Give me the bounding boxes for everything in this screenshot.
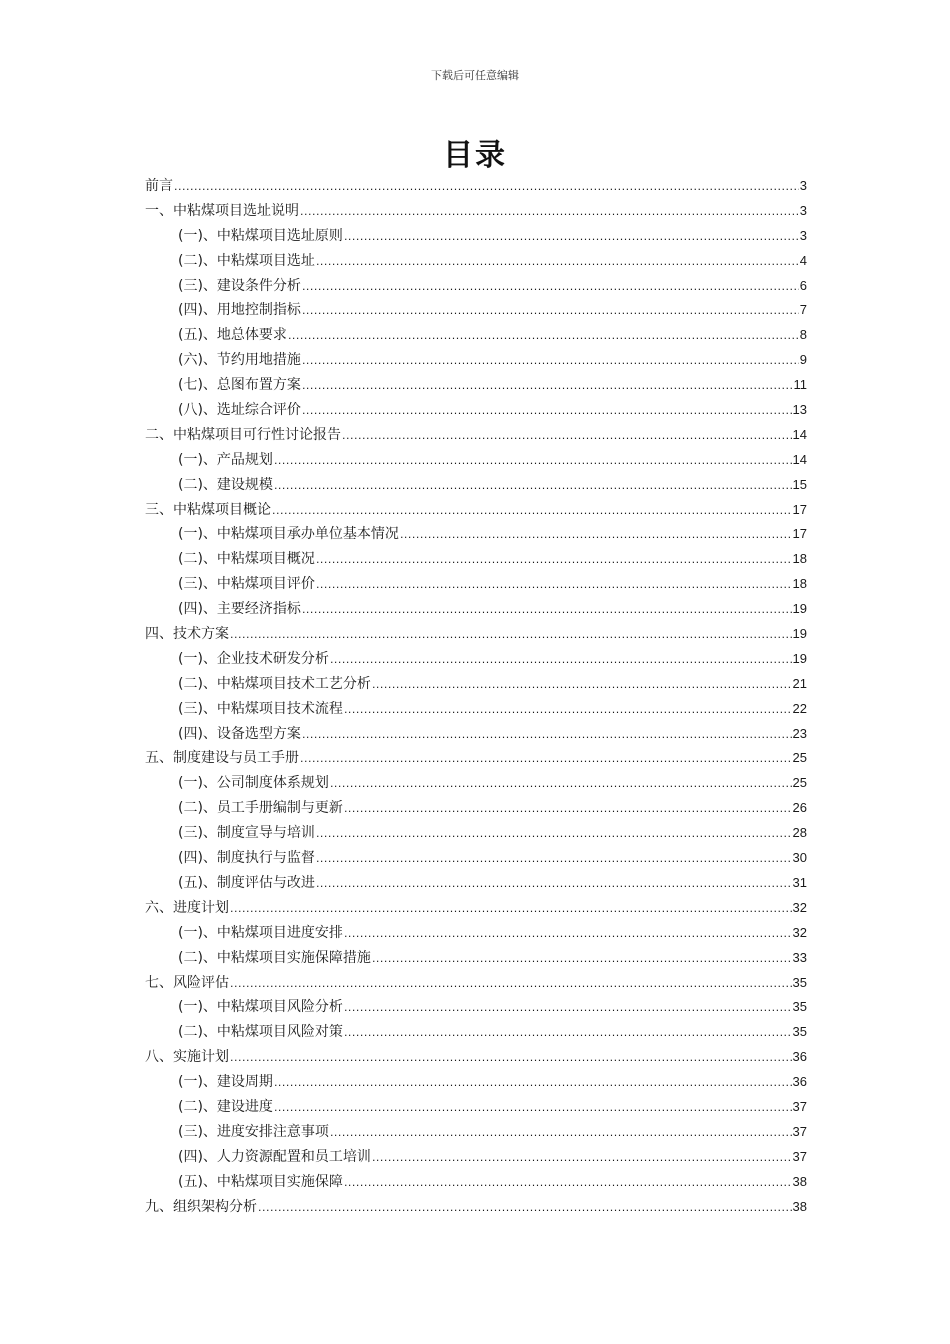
toc-entry-chapter[interactable]: [145, 199, 807, 224]
toc-entry-page-number: 19: [792, 626, 807, 642]
toc-entry-label: (三)、中粘煤项目技术流程: [178, 700, 343, 717]
toc-entry-label: (五)、地总体要求: [178, 327, 287, 344]
toc-entry-page-number: 15: [792, 476, 807, 492]
toc-entry-chapter[interactable]: [145, 498, 807, 523]
toc-dot-leader: [330, 772, 792, 797]
toc-entry-label: (一)、中粘煤项目承办单位基本情况: [178, 526, 399, 543]
toc-entry-section[interactable]: [145, 274, 807, 299]
toc-entry-label: (二)、中粘煤项目实施保障措施: [178, 949, 371, 966]
toc-entry-section[interactable]: [145, 547, 807, 572]
toc-dot-leader: [300, 747, 792, 772]
toc-entry-chapter[interactable]: [145, 746, 807, 771]
toc-entry-label: 一、中粘煤项目选址说明: [145, 202, 299, 219]
toc-entry-page-number: 31: [792, 874, 807, 890]
toc-entry-page-number: 35: [792, 974, 807, 990]
toc-dot-leader: [274, 474, 792, 499]
toc-entry-section[interactable]: [145, 572, 807, 597]
toc-dot-leader: [344, 922, 792, 947]
toc-entry-label: 六、进度计划: [145, 899, 229, 916]
toc-dot-leader: [372, 673, 792, 698]
toc-entry-page-number: 36: [792, 1049, 807, 1065]
toc-entry-section[interactable]: [145, 373, 807, 398]
toc-entry-section[interactable]: [145, 224, 807, 249]
toc-dot-leader: [302, 374, 793, 399]
toc-entry-label: (八)、选址综合评价: [178, 402, 301, 419]
toc-entry-section[interactable]: [145, 946, 807, 971]
toc-entry-label: (二)、中粘煤项目概况: [178, 551, 315, 568]
toc-entry-page-number: 14: [792, 426, 807, 442]
toc-entry-page-number: 22: [792, 700, 807, 716]
toc-entry-page-number: 6: [799, 277, 807, 293]
toc-dot-leader: [344, 225, 799, 250]
toc-entry-section[interactable]: [145, 1095, 807, 1120]
toc-entry-page-number: 36: [792, 1074, 807, 1090]
toc-entry-page-number: 4: [799, 252, 807, 268]
toc-entry-section[interactable]: [145, 796, 807, 821]
toc-entry-label: (一)、建设周期: [178, 1074, 273, 1091]
toc-dot-leader: [316, 872, 792, 897]
toc-entry-section[interactable]: [145, 697, 807, 722]
table-of-contents: [145, 174, 807, 1219]
toc-dot-leader: [302, 299, 799, 324]
toc-dot-leader: [330, 648, 792, 673]
toc-entry-section[interactable]: [145, 647, 807, 672]
toc-entry-label: (一)、公司制度体系规划: [178, 775, 329, 792]
toc-entry-label: (二)、员工手册编制与更新: [178, 800, 343, 817]
toc-entry-chapter[interactable]: [145, 971, 807, 996]
toc-entry-page-number: 38: [792, 1198, 807, 1214]
toc-entry-section[interactable]: [145, 821, 807, 846]
toc-entry-section[interactable]: [145, 323, 807, 348]
toc-entry-page-number: 3: [799, 202, 807, 218]
toc-entry-section[interactable]: [145, 448, 807, 473]
toc-entry-label: 前言: [145, 178, 173, 194]
toc-entry-section[interactable]: [145, 846, 807, 871]
toc-entry-label: (四)、制度执行与监督: [178, 850, 315, 867]
toc-entry-page-number: 33: [792, 949, 807, 965]
toc-entry-label: (二)、中粘煤项目风险对策: [178, 1024, 343, 1041]
toc-entry-section[interactable]: [145, 672, 807, 697]
toc-entry-label: 九、组织架构分析: [145, 1198, 257, 1215]
toc-entry-page-number: 35: [792, 1024, 807, 1040]
toc-entry-section[interactable]: [145, 348, 807, 373]
toc-dot-leader: [230, 897, 792, 922]
toc-entry-section[interactable]: [145, 871, 807, 896]
toc-dot-leader: [302, 598, 792, 623]
toc-entry-section[interactable]: [145, 771, 807, 796]
toc-entry-label: 七、风险评估: [145, 974, 229, 991]
toc-entry-section[interactable]: [145, 1145, 807, 1170]
toc-entry-label: (三)、进度安排注意事项: [178, 1123, 329, 1140]
toc-dot-leader: [316, 822, 792, 847]
toc-dot-leader: [316, 847, 792, 872]
toc-title: 目录: [443, 138, 507, 173]
toc-dot-leader: [274, 1096, 792, 1121]
toc-entry-page-number: 13: [792, 402, 807, 418]
toc-dot-leader: [174, 175, 799, 200]
toc-entry-page-number: 37: [792, 1123, 807, 1139]
toc-dot-leader: [300, 200, 799, 225]
header-note: 下载后可任意编辑: [431, 69, 519, 82]
toc-entry-label: (四)、主要经济指标: [178, 601, 301, 618]
toc-dot-leader: [344, 1021, 792, 1046]
toc-dot-leader: [288, 324, 799, 349]
toc-entry-section[interactable]: [145, 722, 807, 747]
toc-entry-section[interactable]: [145, 298, 807, 323]
toc-dot-leader: [302, 349, 799, 374]
toc-entry-chapter[interactable]: [145, 1195, 807, 1220]
toc-entry-page-number: 32: [792, 899, 807, 915]
toc-dot-leader: [316, 573, 792, 598]
toc-dot-leader: [330, 1121, 792, 1146]
toc-entry-page-number: 14: [792, 451, 807, 467]
toc-entry-section[interactable]: [145, 473, 807, 498]
toc-entry-label: (二)、中粘煤项目技术工艺分析: [178, 675, 371, 692]
toc-entry-chapter[interactable]: [145, 1045, 807, 1070]
toc-entry-page-number: 3: [799, 227, 807, 243]
toc-dot-leader: [302, 275, 799, 300]
toc-entry-section[interactable]: [145, 597, 807, 622]
toc-entry-label: (三)、建设条件分析: [178, 277, 301, 294]
toc-entry-section[interactable]: [145, 522, 807, 547]
toc-entry-label: (一)、企业技术研发分析: [178, 650, 329, 667]
toc-entry-label: 四、技术方案: [145, 626, 229, 643]
toc-entry-page-number: 37: [792, 1098, 807, 1114]
toc-entry-label: (四)、人力资源配置和员工培训: [178, 1148, 371, 1165]
toc-dot-leader: [302, 723, 792, 748]
toc-entry-page-number: 23: [792, 725, 807, 741]
toc-dot-leader: [344, 1171, 792, 1196]
toc-entry-page-number: 17: [792, 501, 807, 517]
toc-dot-leader: [372, 1146, 792, 1171]
toc-dot-leader: [230, 623, 792, 648]
toc-entry-page-number: 30: [792, 850, 807, 866]
toc-entry-section[interactable]: [145, 1120, 807, 1145]
toc-entry-page-number: 18: [792, 576, 807, 592]
toc-entry-page-number: 26: [792, 800, 807, 816]
toc-entry-label: (一)、中粘煤项目风险分析: [178, 999, 343, 1016]
toc-entry-page-number: 37: [792, 1148, 807, 1164]
toc-entry-label: (一)、中粘煤项目进度安排: [178, 924, 343, 941]
toc-entry-page-number: 18: [792, 551, 807, 567]
toc-entry-chapter[interactable]: [145, 896, 807, 921]
toc-entry-chapter[interactable]: [145, 622, 807, 647]
toc-entry-section[interactable]: [145, 995, 807, 1020]
toc-dot-leader: [344, 698, 792, 723]
toc-entry-section[interactable]: [145, 1170, 807, 1195]
toc-entry-page-number: 28: [792, 825, 807, 841]
toc-entry-label: (二)、建设规模: [178, 476, 273, 493]
toc-entry-label: (三)、中粘煤项目评价: [178, 576, 315, 593]
toc-entry-label: (二)、中粘煤项目选址: [178, 252, 315, 269]
toc-entry-page-number: 17: [792, 526, 807, 542]
toc-entry-page-number: 21: [792, 675, 807, 691]
toc-entry-page-number: 7: [799, 302, 807, 318]
toc-entry-section[interactable]: [145, 398, 807, 423]
toc-entry-page-number: 9: [799, 352, 807, 368]
toc-dot-leader: [258, 1196, 792, 1221]
toc-entry-page-number: 11: [793, 377, 807, 393]
toc-dot-leader: [230, 972, 792, 997]
toc-entry-section[interactable]: [145, 1070, 807, 1095]
toc-dot-leader: [316, 250, 799, 275]
toc-entry-label: (五)、中粘煤项目实施保障: [178, 1173, 343, 1190]
toc-entry-label: (四)、设备选型方案: [178, 725, 301, 742]
toc-entry-label: 五、制度建设与员工手册: [145, 750, 299, 767]
toc-entry-label: (一)、中粘煤项目选址原则: [178, 227, 343, 244]
toc-dot-leader: [302, 399, 792, 424]
toc-dot-leader: [344, 797, 792, 822]
toc-entry-label: (四)、用地控制指标: [178, 302, 301, 319]
toc-entry-label: (三)、制度宣导与培训: [178, 825, 315, 842]
toc-dot-leader: [272, 499, 792, 524]
toc-entry-label: (五)、制度评估与改进: [178, 874, 315, 891]
toc-dot-leader: [274, 1071, 792, 1096]
toc-entry-section[interactable]: [145, 921, 807, 946]
toc-dot-leader: [274, 449, 792, 474]
toc-entry-label: 八、实施计划: [145, 1049, 229, 1066]
toc-entry-page-number: 38: [792, 1173, 807, 1189]
toc-entry-chapter[interactable]: [145, 423, 807, 448]
toc-entry-chapter[interactable]: [145, 174, 807, 199]
toc-entry-label: (一)、产品规划: [178, 451, 273, 468]
toc-entry-page-number: 19: [792, 650, 807, 666]
toc-entry-label: 三、中粘煤项目概论: [145, 501, 271, 518]
toc-entry-section[interactable]: [145, 1020, 807, 1045]
toc-dot-leader: [372, 947, 792, 972]
toc-entry-page-number: 3: [799, 178, 807, 193]
toc-dot-leader: [400, 523, 792, 548]
toc-entry-page-number: 32: [792, 924, 807, 940]
toc-dot-leader: [316, 548, 792, 573]
toc-entry-page-number: 8: [799, 327, 807, 343]
toc-dot-leader: [230, 1046, 792, 1071]
toc-entry-label: (六)、节约用地措施: [178, 352, 301, 369]
toc-entry-page-number: 35: [792, 999, 807, 1015]
toc-entry-label: (二)、建设进度: [178, 1098, 273, 1115]
toc-dot-leader: [342, 424, 792, 449]
toc-entry-label: 二、中粘煤项目可行性讨论报告: [145, 426, 341, 443]
toc-entry-page-number: 19: [792, 601, 807, 617]
toc-dot-leader: [344, 996, 792, 1021]
toc-entry-label: (七)、总图布置方案: [178, 377, 301, 394]
toc-entry-section[interactable]: [145, 249, 807, 274]
toc-entry-page-number: 25: [792, 750, 807, 766]
toc-entry-page-number: 25: [792, 775, 807, 791]
